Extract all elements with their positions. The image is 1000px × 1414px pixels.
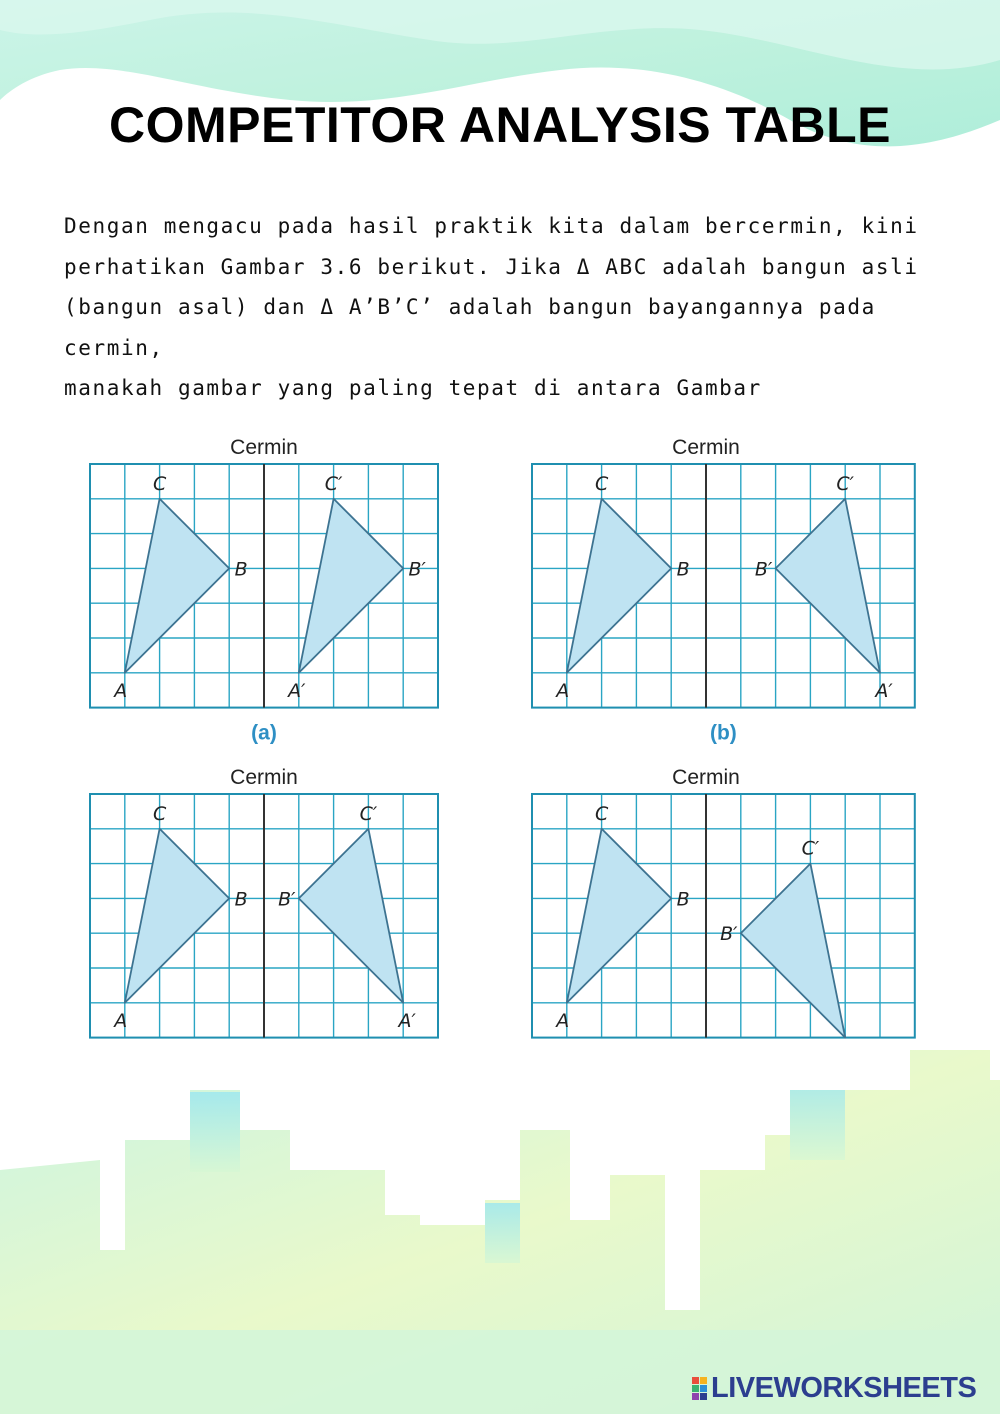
liveworksheets-brand: LIVEWORKSHEETS [711,1372,977,1404]
vertex-label-b-prime: B′ [278,888,296,911]
paragraph-line-2: perhatikan Gambar 3.6 berikut. Jika Δ ABC adalah bangun asli [64,254,919,279]
question-paragraph [64,206,944,409]
paragraph-line-5: manakah gambar yang paling tepat di antara Gambar [64,376,762,400]
paragraph-line-4: cermin, [64,335,164,360]
vertex-label-a-prime: A′ [875,679,893,702]
mirror-label: Cermin [230,766,298,789]
vertex-label-c: C [152,472,167,495]
page-title: COMPETITOR ANALYSIS TABLE [108,97,891,153]
vertex-label-a: A [114,1009,128,1032]
vertex-label-a-prime: A′ [398,1009,416,1032]
mirror-label: Cermin [230,436,298,459]
vertex-label-b-prime: B′ [720,923,738,946]
figure-c[interactable] [80,758,460,1048]
figure-b[interactable] [522,428,922,748]
vertex-label-c: C [594,802,609,825]
figure-caption: (a) [251,721,277,745]
liveworksheets-mark-icon [692,1377,707,1400]
vertex-label-b: B [676,888,690,911]
vertex-label-c-prime: C′ [359,802,378,825]
tower-teal-right [790,1090,845,1160]
vertex-label-c-prime: C′ [324,472,343,495]
vertex-label-b: B [676,558,690,581]
paragraph-line-3: (bangun asal) dan Δ A’B’C’ adalah bangun bayangannya pada [64,295,876,319]
vertex-label-b-prime: B′ [754,558,773,581]
vertex-label-b: B [234,558,248,581]
vertex-label-a-prime: A′ [288,679,306,702]
figure-a[interactable] [80,428,460,748]
vertex-label-c-prime: C′ [836,472,854,495]
vertex-label-a: A [114,679,128,702]
tower-teal-mid [485,1203,520,1263]
mirror-label: Cermin [672,436,740,459]
vertex-label-a: A [556,679,570,702]
liveworksheets-logo [692,1372,976,1405]
figure-caption: (b) [709,721,737,745]
vertex-label-b: B [234,888,248,911]
paragraph-line-1: Dengan mengacu pada hasil praktik kita dalam bercermin, kini [64,214,919,238]
tower-teal-left [190,1092,240,1172]
vertex-label-c: C [594,472,609,495]
vertex-label-c: C [152,802,167,825]
figure-d[interactable] [522,758,922,1048]
vertex-label-b-prime: B′ [408,558,426,581]
mirror-label: Cermin [672,766,740,789]
vertex-label-c-prime: C′ [801,837,820,860]
vertex-label-a: A [556,1009,570,1032]
